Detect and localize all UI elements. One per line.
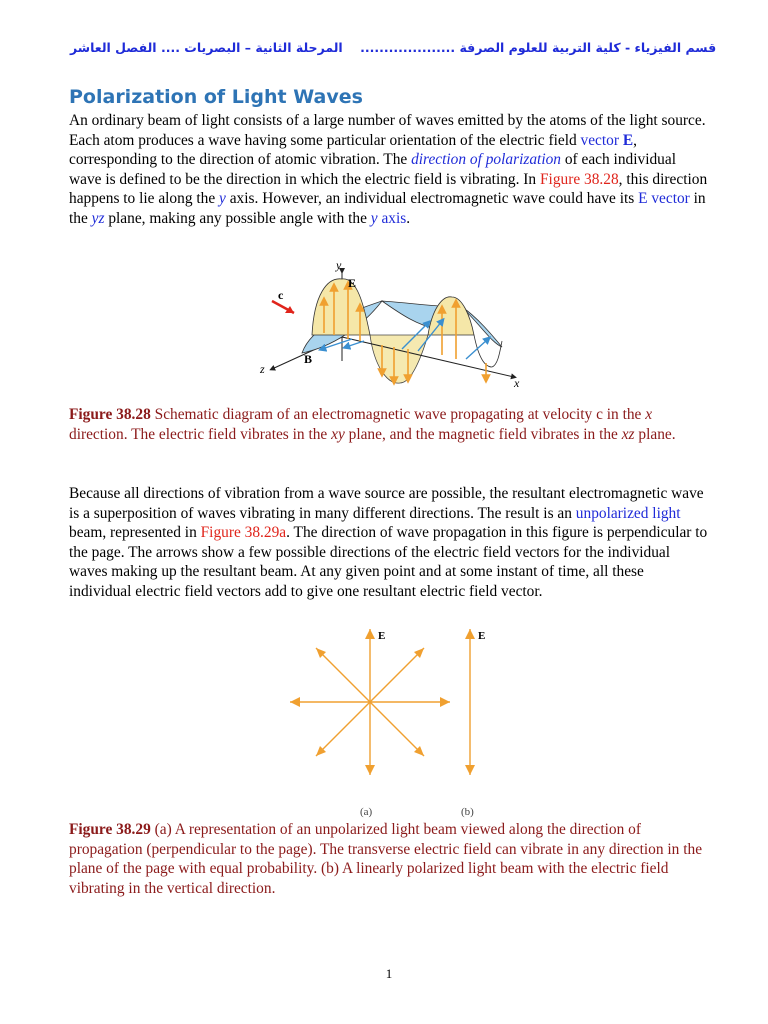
label-b: B: [304, 352, 313, 366]
text: direction. The electric field vibrates in the: [69, 425, 332, 443]
term-unpolarized-light: unpolarized light: [575, 504, 681, 522]
header-stage: المرحلة الثانية – البصريات .... الفصل العاشر: [70, 40, 343, 55]
text: of each individual wave is defined to be the direction in which the electric field is vibrating. In: [69, 151, 676, 188]
caption-38-28: [69, 405, 709, 444]
text: in the: [69, 190, 706, 227]
figure-38-28: [252, 255, 532, 395]
term-e-vector: E vector: [638, 190, 690, 208]
text: , corresponding to the direction of atomic vibration. The: [69, 131, 637, 169]
paragraph-2: [69, 484, 709, 602]
label-e-b: E: [478, 630, 486, 642]
label-e: E: [348, 276, 357, 290]
text: xy: [331, 425, 345, 443]
label-b: (b): [461, 806, 474, 818]
label-z: z: [260, 362, 265, 376]
caption-label: Figure 38.29: [69, 821, 151, 838]
text: An ordinary beam of light consists of a large number of waves emitted by the atoms of the light source. Each atom produces a wave having some particular orientation of the electric field: [69, 112, 706, 149]
paragraph-1: [69, 111, 709, 229]
x-axis-line: [342, 337, 514, 377]
term-yz: yz: [91, 209, 105, 227]
text: x: [645, 406, 653, 423]
text: Because all directions of vibration from a wave source are possible, the resultant electromagnetic wave is a superposition of waves vibrating in many different directions. The result is an: [69, 485, 704, 522]
text: Schematic diagram of an electromagnetic wave propagating at velocity c in the: [150, 406, 646, 423]
text: .: [406, 209, 411, 227]
text: xz: [621, 425, 635, 443]
page-number: 1: [385, 966, 393, 981]
term-direction-of-polarization: direction of polarization: [411, 151, 561, 169]
term-y-axis: y axis: [370, 209, 407, 227]
text: plane, making any possible angle with the: [104, 209, 371, 227]
unpolarized-arrows: [290, 629, 450, 775]
polarized-arrowhead-top: [465, 629, 475, 639]
text: axis. However, an individual electromagnetic wave could have its: [225, 190, 639, 208]
label-a: (a): [360, 806, 373, 818]
label-y: y: [336, 258, 342, 272]
caption-38-29: [69, 820, 709, 898]
label-x: x: [514, 376, 520, 390]
term-y: y: [219, 190, 226, 208]
term-vector: vector: [580, 131, 619, 149]
section-title: Polarization of Light Waves: [69, 86, 363, 108]
label-e-a: E: [378, 630, 386, 642]
label-c: c: [278, 288, 284, 302]
caption-label: Figure 38.28: [69, 406, 151, 423]
text: , this direction happens to lie along the: [69, 170, 708, 208]
page-header: [70, 40, 718, 55]
term-e: E: [622, 131, 634, 149]
polarized-arrowhead-bottom: [465, 765, 475, 775]
text: . The direction of wave propagation in this figure is perpendicular to the page. The arrows show a few possible directions of the electric field vectors for the individual waves making up the resultant beam. At any given point and at some instant of time, all these individual electric field vectors add to give one resultant electric field vector.: [69, 524, 708, 600]
header-dept: قسم الفيزياء - كلية التربية للعلوم الصرفة: [459, 40, 717, 55]
header-dots: ....................: [360, 40, 456, 55]
figure-ref-38-28[interactable]: Figure 38.28: [539, 170, 619, 188]
figure-ref-38-29a[interactable]: Figure 38.29a: [200, 524, 287, 542]
text: plane, and the magnetic field vibrates in the: [344, 425, 622, 443]
text: (a) A representation of an unpolarized light beam viewed along the direction of propagation (perpendicular to the page). The transverse electric field can vibrate in any direction in the plane of the page with equal probability. (b) A linearly polarized light beam with the electric field vibrating in the vertical direction.: [69, 821, 703, 897]
text: plane.: [634, 425, 676, 443]
figure-38-29: [290, 625, 510, 820]
text: beam, represented in: [69, 524, 201, 542]
